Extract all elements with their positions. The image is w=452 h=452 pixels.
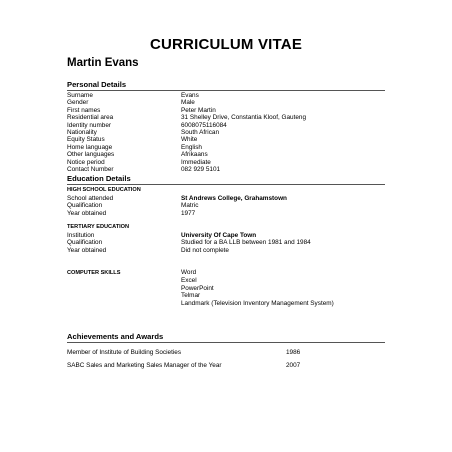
education-details-heading: Education Details bbox=[67, 174, 385, 185]
skill-item: Excel bbox=[181, 276, 197, 284]
detail-value: Evans bbox=[181, 92, 199, 99]
detail-label: Other languages bbox=[67, 151, 115, 159]
skill-item: Telmar bbox=[181, 292, 201, 300]
detail-label: Gender bbox=[67, 99, 89, 107]
detail-row-notice-period bbox=[67, 159, 306, 166]
award-text: Member of Institute of Building Societies bbox=[67, 349, 182, 356]
detail-value: University Of Cape Town bbox=[181, 232, 257, 239]
detail-row-surname bbox=[67, 92, 306, 99]
detail-row-equity-status bbox=[67, 136, 306, 143]
skill-item: PowerPoint bbox=[181, 284, 214, 292]
detail-value: Male bbox=[181, 99, 195, 107]
detail-value: 31 Shelley Drive, Constantia Kloof, Gauteng bbox=[181, 114, 307, 122]
detail-label: Residential area bbox=[67, 114, 114, 122]
detail-row-identity-number bbox=[67, 122, 306, 129]
detail-row-year-obtained bbox=[67, 247, 311, 254]
detail-row-school-attended bbox=[67, 195, 287, 202]
achievements-heading: Achievements and Awards bbox=[67, 332, 385, 343]
detail-value: 082 929 5101 bbox=[181, 166, 221, 174]
detail-label: Equity Status bbox=[67, 136, 105, 144]
skill-item: Landmark (Television Inventory Management System) bbox=[181, 300, 334, 308]
award-year: 1986 bbox=[286, 349, 301, 356]
tertiary-list bbox=[67, 232, 311, 254]
detail-row-qualification bbox=[67, 202, 287, 209]
detail-label: Nationality bbox=[67, 129, 97, 137]
detail-value: White bbox=[181, 136, 198, 144]
detail-row-qualification bbox=[67, 239, 311, 246]
skill-item: Word bbox=[181, 269, 197, 276]
detail-row-home-language bbox=[67, 144, 306, 151]
award-row bbox=[67, 362, 301, 369]
detail-label: Identity number bbox=[67, 121, 112, 129]
detail-label: School attended bbox=[67, 195, 114, 202]
detail-label: Qualification bbox=[67, 202, 103, 210]
detail-value: Did not complete bbox=[181, 246, 229, 254]
detail-value: Immediate bbox=[181, 158, 211, 166]
detail-label: Notice period bbox=[67, 158, 105, 166]
detail-value: English bbox=[181, 143, 202, 151]
candidate-name: Martin Evans bbox=[67, 57, 139, 69]
award-row bbox=[67, 349, 301, 356]
detail-value: Studied for a BA LLB between 1981 and 1984 bbox=[181, 239, 311, 247]
computer-skills-heading: COMPUTER SKILLS bbox=[67, 270, 121, 276]
detail-row-other-languages bbox=[67, 151, 306, 158]
detail-row-institution bbox=[67, 232, 311, 239]
computer-skills-list bbox=[181, 269, 334, 308]
detail-label: Surname bbox=[67, 92, 93, 99]
personal-details-list bbox=[67, 92, 306, 173]
detail-row-nationality bbox=[67, 129, 306, 136]
detail-value: Afrikaans bbox=[181, 151, 208, 159]
detail-value: 1977 bbox=[181, 209, 196, 217]
tertiary-heading: TERTIARY EDUCATION bbox=[67, 224, 130, 230]
detail-row-first-names bbox=[67, 107, 306, 114]
detail-value: Matric bbox=[181, 202, 199, 210]
high-school-list bbox=[67, 195, 287, 217]
award-text: SABC Sales and Marketing Sales Manager of the Year bbox=[67, 362, 222, 369]
detail-label: Home language bbox=[67, 143, 113, 151]
detail-row-gender bbox=[67, 99, 306, 106]
document-title: CURRICULUM VITAE bbox=[149, 36, 303, 53]
high-school-heading: HIGH SCHOOL EDUCATION bbox=[67, 187, 141, 193]
personal-details-heading: Personal Details bbox=[67, 80, 385, 91]
detail-row-residential-area bbox=[67, 114, 306, 121]
award-year: 2007 bbox=[286, 362, 301, 369]
detail-label: Qualification bbox=[67, 239, 103, 247]
detail-label: Institution bbox=[67, 232, 95, 239]
detail-row-year-obtained bbox=[67, 210, 287, 217]
detail-value: 6008075116084 bbox=[181, 121, 227, 129]
detail-label: Year obtained bbox=[67, 246, 107, 254]
detail-row-contact-number bbox=[67, 166, 306, 173]
detail-label: First names bbox=[67, 106, 101, 114]
detail-label: Contact Number bbox=[67, 166, 114, 174]
detail-value: St Andrews College, Grahamstown bbox=[181, 195, 287, 202]
detail-value: South African bbox=[181, 129, 220, 137]
detail-label: Year obtained bbox=[67, 209, 107, 217]
detail-value: Peter Martin bbox=[181, 106, 216, 114]
